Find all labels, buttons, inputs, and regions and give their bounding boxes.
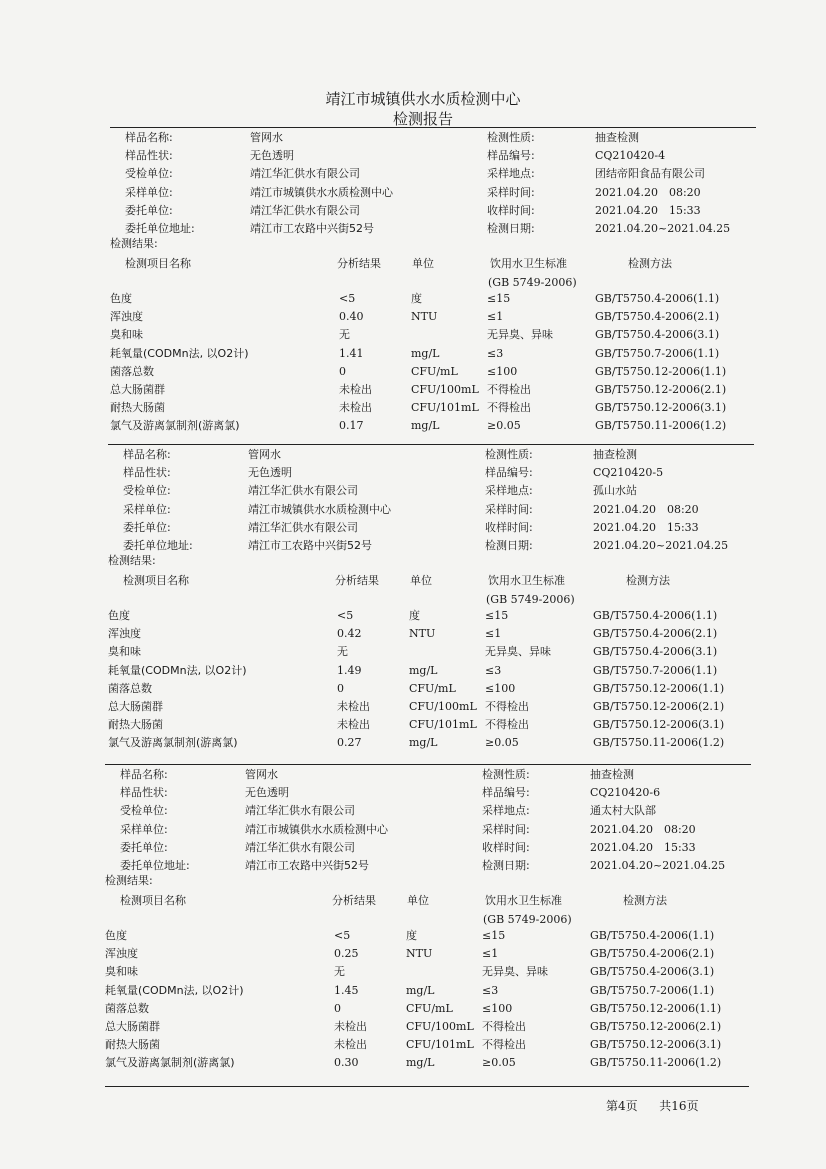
result-item: 氯气及游离氯制剂(游离氯): [105, 1056, 235, 1070]
info-label-sampling_unit: 采样单位:: [120, 822, 168, 836]
info-value-receive_time: 2021.04.20 15:33: [593, 520, 699, 534]
info-value-inspected_unit: 靖江华汇供水有限公司: [248, 484, 358, 498]
result-value: 1.41: [339, 346, 364, 360]
result-unit: CFU/100mL: [411, 383, 479, 396]
info-value-sample_no: CQ210420-5: [593, 466, 664, 480]
result-item: 菌落总数: [108, 681, 152, 695]
info-label-sampling_site: 采样地点:: [482, 804, 530, 818]
result-unit: CFU/100mL: [409, 700, 477, 713]
col-header-item: 检测项目名称: [120, 894, 186, 907]
section-divider: [108, 444, 754, 445]
info-value-sampling_unit: 靖江市城镇供水水质检测中心: [248, 502, 391, 516]
result-unit: CFU/101mL: [411, 401, 479, 415]
col-header-unit: 单位: [412, 257, 434, 270]
result-value: 0.30: [334, 1056, 359, 1070]
result-value: 未检出: [339, 383, 372, 396]
info-label-test_nature: 检测性质:: [482, 768, 530, 781]
result-unit: mg/L: [406, 983, 435, 997]
result-standard: ≤15: [482, 929, 506, 942]
result-method: GB/T5750.12-2006(1.1): [590, 1001, 722, 1015]
info-label-sampling_time: 采样时间:: [485, 502, 533, 516]
info-label-test_date: 检测日期:: [487, 222, 535, 235]
result-standard: ≤3: [487, 346, 504, 360]
page-total: 共16页: [659, 1099, 699, 1113]
result-unit: 度: [406, 929, 417, 942]
info-value-client_address: 靖江市工农路中兴街52号: [250, 222, 374, 235]
result-item: 总大肠菌群: [105, 1020, 160, 1033]
info-value-name: 管网水: [250, 131, 283, 144]
result-method: GB/T5750.12-2006(2.1): [590, 1020, 722, 1033]
col-header-result: 分析结果: [332, 894, 376, 907]
result-standard: ≤100: [487, 364, 518, 378]
section-divider: [110, 127, 756, 128]
result-standard: 无异臭、异味: [482, 965, 548, 979]
org-title: 靖江市城镇供水水质检测中心: [325, 90, 521, 108]
info-label-client_unit: 委托单位:: [125, 203, 173, 217]
info-label-inspected_unit: 受检单位:: [123, 484, 171, 498]
result-unit: NTU: [406, 947, 433, 961]
result-item: 总大肠菌群: [110, 383, 165, 396]
result-method: GB/T5750.4-2006(1.1): [595, 292, 720, 305]
result-item: 总大肠菌群: [108, 700, 163, 713]
result-unit: CFU/100mL: [406, 1020, 474, 1033]
result-method: GB/T5750.4-2006(3.1): [595, 328, 720, 342]
result-standard: 不得检出: [487, 401, 531, 415]
result-method: GB/T5750.7-2006(1.1): [590, 983, 715, 997]
col-header-standard-code: (GB 5749-2006): [488, 276, 577, 289]
info-value-test_date: 2021.04.20~2021.04.25: [595, 222, 731, 235]
info-label-sample_state: 样品性状:: [120, 786, 168, 800]
section-divider: [105, 764, 751, 765]
result-item: 浑浊度: [110, 310, 143, 324]
col-header-method: 检测方法: [623, 894, 667, 907]
result-unit: mg/L: [406, 1056, 435, 1070]
result-item: 浑浊度: [105, 947, 138, 961]
result-method: GB/T5750.4-2006(3.1): [593, 645, 718, 659]
result-value: 0.27: [337, 736, 362, 750]
bottom-divider: [105, 1086, 749, 1087]
info-value-sampling_time: 2021.04.20 08:20: [590, 822, 696, 836]
info-value-state: 无色透明: [248, 466, 292, 480]
info-label-sampling_unit: 采样单位:: [125, 185, 173, 199]
result-method: GB/T5750.4-2006(3.1): [590, 965, 715, 979]
result-value: 0.42: [337, 627, 362, 641]
result-value: 0: [337, 681, 344, 695]
result-method: GB/T5750.11-2006(1.2): [590, 1056, 722, 1070]
info-label-sampling_unit: 采样单位:: [123, 502, 171, 516]
result-standard: 不得检出: [482, 1020, 526, 1033]
result-value: 1.45: [334, 983, 359, 997]
info-value-inspected_unit: 靖江华汇供水有限公司: [250, 167, 360, 181]
result-item: 耐热大肠菌: [105, 1038, 160, 1052]
info-label-test_nature: 检测性质:: [487, 131, 535, 144]
info-label-sample_no: 样品编号:: [482, 786, 530, 800]
info-value-client_unit: 靖江华汇供水有限公司: [248, 520, 358, 534]
result-standard: 不得检出: [487, 383, 531, 396]
info-label-sampling_time: 采样时间:: [487, 185, 535, 199]
result-standard: 无异臭、异味: [485, 645, 551, 659]
col-header-standard-code: (GB 5749-2006): [483, 913, 572, 926]
result-standard: ≥0.05: [487, 419, 521, 433]
info-label-client_address: 委托单位地址:: [120, 859, 190, 872]
col-header-item: 检测项目名称: [125, 257, 191, 270]
result-value: 未检出: [339, 401, 372, 415]
result-unit: CFU/mL: [409, 681, 456, 695]
result-method: GB/T5750.7-2006(1.1): [593, 663, 718, 677]
page-number: 第4页: [606, 1099, 638, 1113]
result-item: 浑浊度: [108, 627, 141, 641]
info-value-client_address: 靖江市工农路中兴街52号: [245, 859, 369, 872]
result-unit: CFU/mL: [411, 364, 458, 378]
col-header-unit: 单位: [410, 574, 432, 587]
result-standard: ≤1: [487, 310, 504, 324]
info-value-name: 管网水: [248, 448, 281, 461]
page-footer: [606, 1097, 699, 1114]
result-method: GB/T5750.4-2006(2.1): [593, 627, 718, 641]
result-value: 未检出: [334, 1020, 367, 1033]
result-value: 无: [337, 645, 348, 659]
result-item: 耗氧量(CODMn法, 以O2计): [105, 983, 244, 997]
result-method: GB/T5750.12-2006(3.1): [590, 1038, 722, 1052]
info-value-test_nature: 抽查检测: [595, 131, 639, 144]
info-label-client_address: 委托单位地址:: [123, 539, 193, 552]
info-value-sampling_time: 2021.04.20 08:20: [593, 502, 699, 516]
results-label: 检测结果:: [108, 554, 156, 567]
result-value: <5: [334, 929, 351, 942]
result-value: 0.40: [339, 310, 364, 324]
info-label-sampling_site: 采样地点:: [487, 167, 535, 181]
col-header-standard: 饮用水卫生标准: [485, 894, 562, 907]
info-label-client_unit: 委托单位:: [123, 520, 171, 534]
info-label-client_address: 委托单位地址:: [125, 222, 195, 235]
result-unit: NTU: [411, 310, 438, 324]
result-item: 菌落总数: [110, 364, 154, 378]
result-item: 菌落总数: [105, 1001, 149, 1015]
result-method: GB/T5750.12-2006(3.1): [595, 401, 727, 415]
info-value-test_nature: 抽查检测: [590, 768, 634, 781]
result-method: GB/T5750.7-2006(1.1): [595, 346, 720, 360]
result-item: 氯气及游离氯制剂(游离氯): [108, 736, 238, 750]
info-value-inspected_unit: 靖江华汇供水有限公司: [245, 804, 355, 818]
info-value-sample_no: CQ210420-4: [595, 149, 666, 163]
info-label-sample_name: 样品名称:: [125, 131, 173, 144]
info-value-sampling_site: 通太村大队部: [590, 804, 656, 818]
result-unit: 度: [409, 609, 420, 622]
result-method: GB/T5750.11-2006(1.2): [595, 419, 727, 433]
result-unit: mg/L: [409, 736, 438, 750]
info-value-state: 无色透明: [245, 786, 289, 800]
info-label-sample_state: 样品性状:: [123, 466, 171, 480]
info-value-sample_no: CQ210420-6: [590, 786, 661, 800]
result-value: 0.25: [334, 947, 359, 961]
result-item: 色度: [108, 609, 130, 622]
col-header-unit: 单位: [407, 894, 429, 907]
result-method: GB/T5750.4-2006(1.1): [590, 929, 715, 942]
result-unit: mg/L: [411, 419, 440, 433]
result-item: 臭和味: [110, 328, 143, 342]
result-value: 无: [339, 328, 350, 342]
info-label-inspected_unit: 受检单位:: [120, 804, 168, 818]
info-value-test_date: 2021.04.20~2021.04.25: [593, 539, 729, 552]
info-value-sampling_site: 孤山水站: [593, 484, 637, 498]
result-item: 色度: [110, 292, 132, 305]
result-value: 无: [334, 965, 345, 979]
result-standard: ≤1: [485, 627, 502, 641]
result-item: 耗氧量(CODMn法, 以O2计): [110, 346, 249, 360]
info-label-sampling_time: 采样时间:: [482, 822, 530, 836]
result-value: 未检出: [337, 700, 370, 713]
result-standard: 不得检出: [482, 1038, 526, 1052]
col-header-item: 检测项目名称: [123, 574, 189, 587]
info-label-sample_no: 样品编号:: [485, 466, 533, 480]
result-value: 1.49: [337, 663, 362, 677]
result-standard: ≤15: [485, 609, 509, 622]
info-value-sampling_site: 团结帝阳食品有限公司: [595, 167, 705, 181]
result-standard: 不得检出: [485, 718, 529, 732]
result-standard: ≤15: [487, 292, 511, 305]
info-value-client_unit: 靖江华汇供水有限公司: [245, 840, 355, 854]
info-label-sampling_site: 采样地点:: [485, 484, 533, 498]
result-method: GB/T5750.12-2006(3.1): [593, 718, 725, 732]
info-value-state: 无色透明: [250, 149, 294, 163]
result-standard: ≥0.05: [482, 1056, 516, 1070]
result-item: 臭和味: [108, 645, 141, 659]
info-label-test_date: 检测日期:: [485, 539, 533, 552]
result-value: 0: [339, 364, 346, 378]
result-item: 臭和味: [105, 965, 138, 979]
info-value-test_date: 2021.04.20~2021.04.25: [590, 859, 726, 872]
result-method: GB/T5750.11-2006(1.2): [593, 736, 725, 750]
result-unit: mg/L: [411, 346, 440, 360]
result-unit: mg/L: [409, 663, 438, 677]
info-label-test_date: 检测日期:: [482, 859, 530, 872]
result-unit: CFU/101mL: [406, 1038, 474, 1052]
result-value: 未检出: [337, 718, 370, 732]
result-value: 未检出: [334, 1038, 367, 1052]
col-header-method: 检测方法: [628, 257, 672, 270]
result-standard: ≤3: [485, 663, 502, 677]
info-label-sample_no: 样品编号:: [487, 149, 535, 163]
col-header-result: 分析结果: [337, 257, 381, 270]
report-title: 检测报告: [392, 110, 453, 128]
info-value-receive_time: 2021.04.20 15:33: [595, 203, 701, 217]
result-unit: CFU/mL: [406, 1001, 453, 1015]
result-standard: ≤1: [482, 947, 499, 961]
result-item: 耐热大肠菌: [110, 401, 165, 415]
col-header-standard: 饮用水卫生标准: [488, 574, 565, 587]
info-label-inspected_unit: 受检单位:: [125, 167, 173, 181]
info-value-sampling_unit: 靖江市城镇供水水质检测中心: [250, 185, 393, 199]
result-value: <5: [337, 609, 354, 622]
result-value: 0.17: [339, 419, 364, 433]
info-label-test_nature: 检测性质:: [485, 448, 533, 461]
result-standard: ≤3: [482, 983, 499, 997]
result-item: 氯气及游离氯制剂(游离氯): [110, 419, 240, 433]
result-unit: 度: [411, 292, 422, 305]
col-header-result: 分析结果: [335, 574, 379, 587]
results-label: 检测结果:: [110, 237, 158, 250]
col-header-method: 检测方法: [626, 574, 670, 587]
result-method: GB/T5750.4-2006(2.1): [595, 310, 720, 324]
info-value-sampling_time: 2021.04.20 08:20: [595, 185, 701, 199]
result-value: <5: [339, 292, 356, 305]
result-method: GB/T5750.12-2006(1.1): [593, 681, 725, 695]
info-value-client_unit: 靖江华汇供水有限公司: [250, 203, 360, 217]
result-method: GB/T5750.4-2006(1.1): [593, 609, 718, 622]
info-value-name: 管网水: [245, 768, 278, 781]
info-label-client_unit: 委托单位:: [120, 840, 168, 854]
result-unit: NTU: [409, 627, 436, 641]
result-standard: 无异臭、异味: [487, 328, 553, 342]
col-header-standard-code: (GB 5749-2006): [486, 593, 575, 606]
info-label-sample_name: 样品名称:: [123, 448, 171, 461]
result-standard: 不得检出: [485, 700, 529, 713]
result-standard: ≤100: [482, 1001, 513, 1015]
result-method: GB/T5750.12-2006(1.1): [595, 364, 727, 378]
result-item: 耗氧量(CODMn法, 以O2计): [108, 663, 247, 677]
info-label-receive_time: 收样时间:: [482, 840, 530, 854]
result-item: 色度: [105, 929, 127, 942]
info-value-receive_time: 2021.04.20 15:33: [590, 840, 696, 854]
result-method: GB/T5750.12-2006(2.1): [593, 700, 725, 713]
info-value-sampling_unit: 靖江市城镇供水水质检测中心: [245, 822, 388, 836]
info-value-test_nature: 抽查检测: [593, 448, 637, 461]
info-label-sample_name: 样品名称:: [120, 768, 168, 781]
result-method: GB/T5750.4-2006(2.1): [590, 947, 715, 961]
col-header-standard: 饮用水卫生标准: [490, 257, 567, 270]
result-standard: ≥0.05: [485, 736, 519, 750]
result-value: 0: [334, 1001, 341, 1015]
info-label-receive_time: 收样时间:: [487, 203, 535, 217]
result-method: GB/T5750.12-2006(2.1): [595, 383, 727, 396]
info-label-sample_state: 样品性状:: [125, 149, 173, 163]
result-standard: ≤100: [485, 681, 516, 695]
info-value-client_address: 靖江市工农路中兴街52号: [248, 539, 372, 552]
results-label: 检测结果:: [105, 874, 153, 887]
info-label-receive_time: 收样时间:: [485, 520, 533, 534]
result-item: 耐热大肠菌: [108, 718, 163, 732]
result-unit: CFU/101mL: [409, 718, 477, 732]
